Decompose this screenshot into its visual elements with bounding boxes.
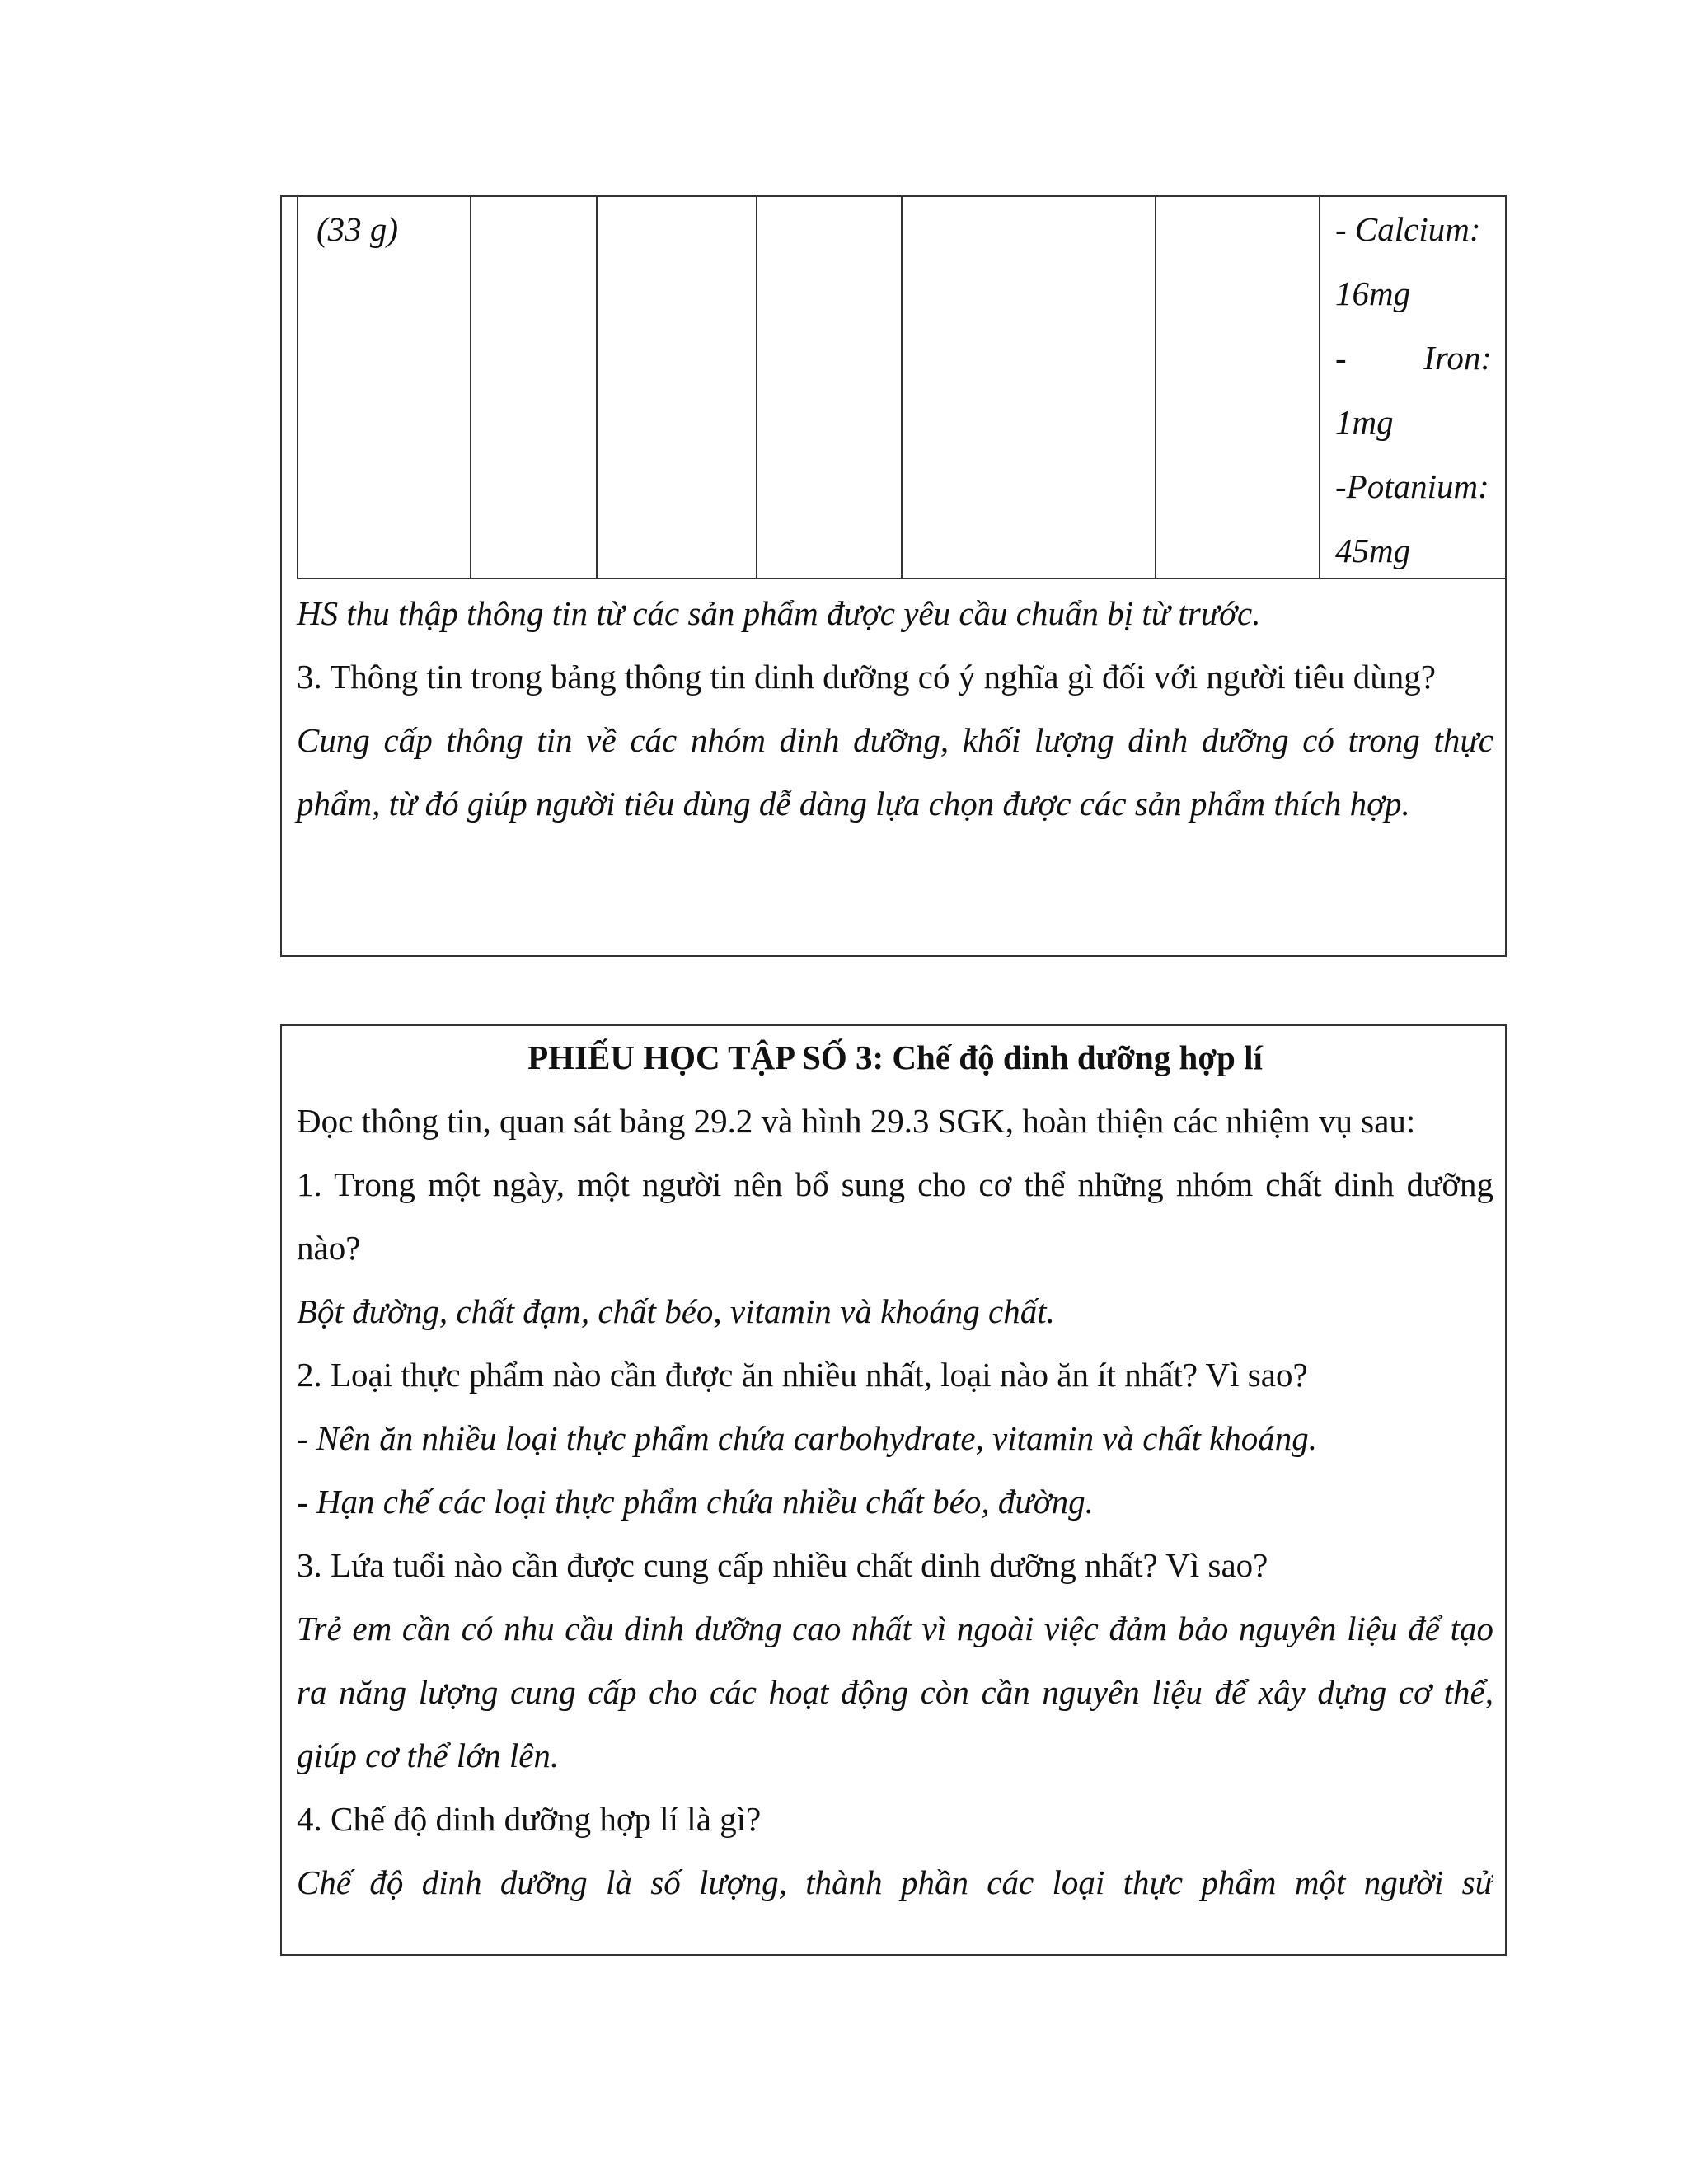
nutrition-info-box [280,195,1507,957]
mineral-line: 1mg [1335,403,1394,441]
table-cell-empty [903,197,1156,578]
answer-3: Cung cấp thông tin về các nhóm dinh dưỡng, khối lượng dinh dưỡng có trong thực phẩm, từ đó giúp người tiêu dùng dễ dàng lựa chọn được các sản phẩm thích hợp. [297,721,1493,823]
answer-2-line-1: - Nên ăn nhiều loại thực phẩm chứa carbohydrate, vitamin và chất khoáng. [297,1419,1318,1457]
question-3: 3. Thông tin trong bảng thông tin dinh dưỡng có ý nghĩa gì đối với người tiêu dùng? [297,658,1436,696]
worksheet-3-box [280,1024,1507,1956]
table-cell-minerals [1320,197,1507,578]
answer-2-line-2: - Hạn chế các loại thực phẩm chứa nhiều chất béo, đường. [297,1483,1094,1521]
worksheet-3-content [297,1026,1493,1915]
table-cell-empty [757,197,903,578]
table-cell-serving-size [298,197,471,578]
answer-intro: HS thu thập thông tin từ các sản phẩm được yêu cầu chuẩn bị từ trước. [297,594,1261,632]
nutrition-table-fragment [297,197,1507,579]
section-answers [297,582,1493,836]
mineral-line: - Iron: [1335,339,1492,377]
answer-1: Bột đường, chất đạm, chất béo, vitamin và khoáng chất. [297,1292,1055,1330]
question-4: 4. Chế độ dinh dưỡng hợp lí là gì? [297,1800,762,1838]
table-cell-empty [471,197,598,578]
serving-size-text: (33 g) [316,210,399,248]
mineral-line: 45mg [1335,532,1411,569]
mineral-line: - Calcium: [1335,210,1481,248]
question-1: 1. Trong một ngày, một người nên bổ sung cho cơ thể những nhóm chất dinh dưỡng nào? [297,1165,1493,1267]
mineral-line: 16mg [1335,274,1411,312]
answer-3: Trẻ em cần có nhu cầu dinh dưỡng cao nhất vì ngoài việc đảm bảo nguyên liệu để tạo ra năng lượng cung cấp cho các hoạt động còn cần nguyên liệu để xây dựng cơ thể, giúp cơ thể lớn lên. [297,1610,1493,1774]
answer-4-partial: Chế độ dinh dưỡng là số lượng, thành phần các loại thực phẩm một người sử [297,1863,1493,1901]
table-cell-empty [598,197,757,578]
mineral-line: -Potanium: [1335,467,1489,505]
question-2: 2. Loại thực phẩm nào cần được ăn nhiều nhất, loại nào ăn ít nhất? Vì sao? [297,1356,1308,1394]
worksheet-instruction: Đọc thông tin, quan sát bảng 29.2 và hình 29.3 SGK, hoàn thiện các nhiệm vụ sau: [297,1102,1416,1140]
question-3: 3. Lứa tuổi nào cần được cung cấp nhiều chất dinh dưỡng nhất? Vì sao? [297,1546,1268,1584]
table-cell-empty [1156,197,1320,578]
worksheet-title: PHIẾU HỌC TẬP SỐ 3: Chế độ dinh dưỡng hợp lí [528,1038,1263,1076]
